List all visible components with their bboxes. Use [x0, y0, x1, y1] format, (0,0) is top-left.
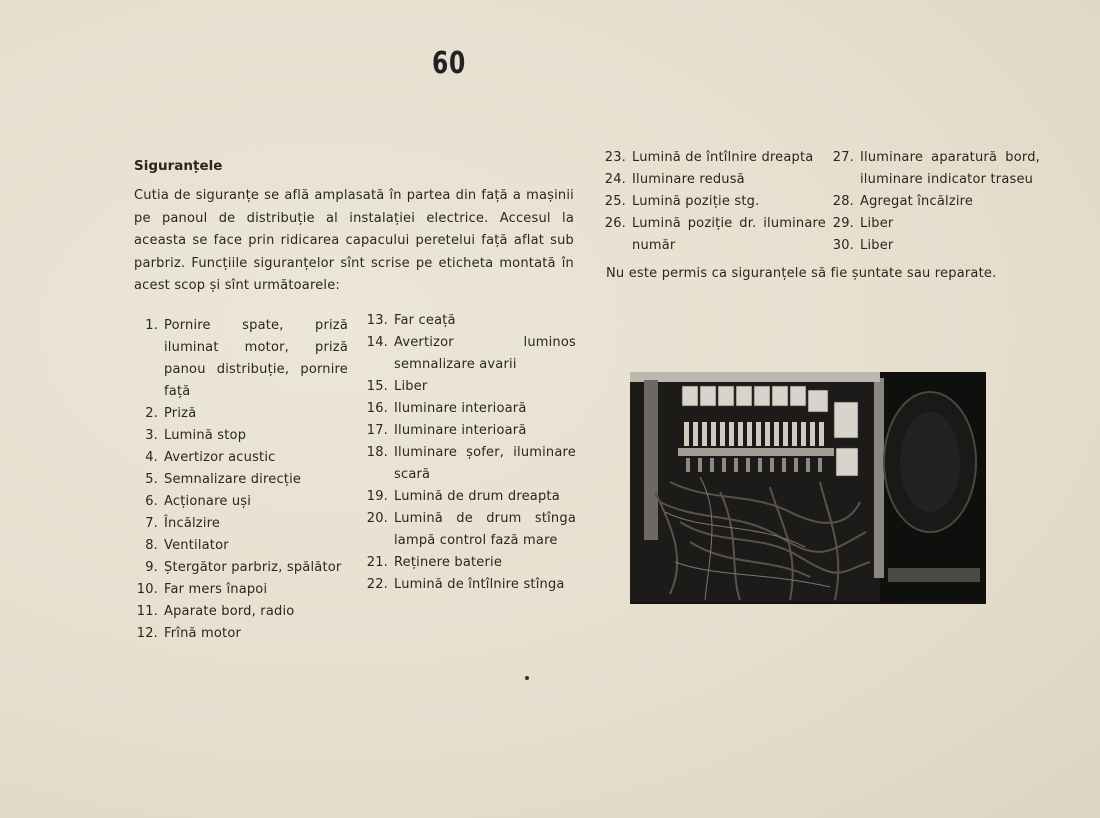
fuse-number: 16.	[366, 401, 388, 416]
fuse-list-item	[134, 535, 348, 557]
fuse-number: 23.	[604, 150, 626, 165]
fuse-function: Iluminare redusă	[632, 172, 745, 187]
fuse-list-item	[362, 486, 576, 508]
ink-speck	[525, 676, 529, 680]
fuse-number: 1.	[145, 318, 158, 333]
fuse-list-column-1	[134, 315, 348, 645]
fuse-function: Iluminare interioară	[394, 401, 527, 416]
fuse-list-item	[362, 310, 576, 332]
fuse-number: 29.	[832, 216, 854, 231]
fuse-number: 18.	[366, 445, 388, 460]
fuse-function: Lumină de drum dreapta	[394, 489, 560, 504]
fuse-number: 30.	[832, 238, 854, 253]
fuse-function: Ștergător parbriz, spălător	[164, 560, 342, 575]
fuse-function: Lumină de drum stînga lampă control fază mare	[394, 511, 576, 548]
fuse-function: Reținere baterie	[394, 555, 503, 570]
fuse-list-item	[600, 191, 826, 213]
fuse-function: Far ceață	[394, 313, 456, 328]
fuse-number: 19.	[366, 489, 388, 504]
page-number: 60	[432, 46, 467, 81]
fuse-list-item	[362, 574, 576, 596]
warning-note: Nu este permis ca siguranțele să fie șuntate sau reparate.	[606, 266, 997, 281]
fuse-box-photo	[630, 372, 986, 604]
fuse-function: Avertizor luminos semnalizare avarii	[394, 335, 576, 372]
fuse-number: 22.	[366, 577, 388, 592]
fuse-number: 24.	[604, 172, 626, 187]
fuse-list-item	[134, 601, 348, 623]
fuse-list-item	[362, 332, 576, 376]
fuse-number: 12.	[136, 626, 158, 641]
fuse-list-column-2	[362, 310, 576, 596]
fuse-number: 4.	[145, 450, 158, 465]
fuse-number: 13.	[366, 313, 388, 328]
fuse-list-item	[830, 147, 1040, 191]
fuse-list-item	[362, 420, 576, 442]
fuse-list-column-3	[600, 147, 826, 257]
fuse-number: 26.	[604, 216, 626, 231]
fuse-list-item	[134, 513, 348, 535]
fuse-list-item	[600, 169, 826, 191]
fuse-number: 17.	[366, 423, 388, 438]
fuse-list-item	[830, 213, 1040, 235]
fuse-number: 20.	[366, 511, 388, 526]
fuse-list-item	[362, 552, 576, 574]
fuse-number: 27.	[832, 150, 854, 165]
fuse-list-item	[134, 579, 348, 601]
fuse-function: Semnalizare direcție	[164, 472, 302, 487]
fuse-list-item	[362, 376, 576, 398]
fuse-number: 8.	[145, 538, 158, 553]
fuse-list-item	[134, 469, 348, 491]
fuse-number: 2.	[145, 406, 158, 421]
fuse-list-item	[134, 403, 348, 425]
fuse-number: 21.	[366, 555, 388, 570]
fuse-function: Lumină poziție dr. iluminare număr	[632, 216, 826, 253]
fuse-number: 28.	[832, 194, 854, 209]
fuse-function: Lumină de întîlnire stînga	[394, 577, 565, 592]
fuse-list-item	[134, 491, 348, 513]
fuse-list-item	[134, 315, 348, 403]
fuse-function: Avertizor acustic	[164, 450, 276, 465]
fuse-function: Frînă motor	[164, 626, 242, 641]
fuse-list-item	[830, 191, 1040, 213]
fuse-list-item	[362, 398, 576, 420]
fuse-list-column-4	[830, 147, 1040, 257]
fuse-number: 7.	[145, 516, 158, 531]
fuse-number: 14.	[366, 335, 388, 350]
fuse-function: Lumină de întîlnire dreapta	[632, 150, 814, 165]
fuse-function: Lumină poziție stg.	[632, 194, 760, 209]
fuse-function: Încălzire	[164, 516, 221, 531]
fuse-function: Lumină stop	[164, 428, 247, 443]
fuse-list-item	[134, 425, 348, 447]
fuse-number: 10.	[136, 582, 158, 597]
fuse-function: Priză	[164, 406, 197, 421]
fuse-function: Liber	[394, 379, 428, 394]
fuse-number: 9.	[145, 560, 158, 575]
fuse-function: Liber	[860, 238, 894, 253]
fuse-function: Aparate bord, radio	[164, 604, 295, 619]
fuse-list-item	[134, 623, 348, 645]
fuse-function: Liber	[860, 216, 894, 231]
fuse-number: 3.	[145, 428, 158, 443]
fuse-function: Agregat încălzire	[860, 194, 974, 209]
fuse-number: 15.	[366, 379, 388, 394]
fuse-box-photo-illustration	[630, 372, 986, 602]
fuse-number: 25.	[604, 194, 626, 209]
fuse-list-item	[134, 557, 348, 579]
fuse-number: 6.	[145, 494, 158, 509]
fuse-function: Acționare uși	[164, 494, 252, 509]
fuse-list-item	[830, 235, 1040, 257]
section-title: Siguranțele	[134, 158, 223, 174]
fuse-function: Iluminare șofer, iluminare scară	[394, 445, 576, 482]
fuse-list-item	[600, 213, 826, 257]
fuse-list-item	[362, 442, 576, 486]
fuse-number: 5.	[145, 472, 158, 487]
fuse-list-item	[362, 508, 576, 552]
fuse-list-item	[134, 447, 348, 469]
fuse-function: Ventilator	[164, 538, 229, 553]
fuse-function: Iluminare aparatură bord, iluminare indicator traseu	[860, 150, 1040, 187]
fuse-function: Far mers înapoi	[164, 582, 268, 597]
intro-paragraph: Cutia de siguranțe se află amplasată în partea din față a mașinii pe panoul de distribuție al instalației electrice. Accesul la aceasta se face prin ridicarea capacului peretelui față aflat sub parbriz. Funcțiile siguranțelor sînt scrise pe eticheta montată în acest scop și sînt următoarele:	[134, 188, 574, 293]
fuse-list-item	[600, 147, 826, 169]
fuse-number: 11.	[136, 604, 158, 619]
fuse-function: Pornire spate, priză iluminat motor, priză panou distribuție, pornire față	[164, 318, 348, 399]
fuse-function: Iluminare interioară	[394, 423, 527, 438]
